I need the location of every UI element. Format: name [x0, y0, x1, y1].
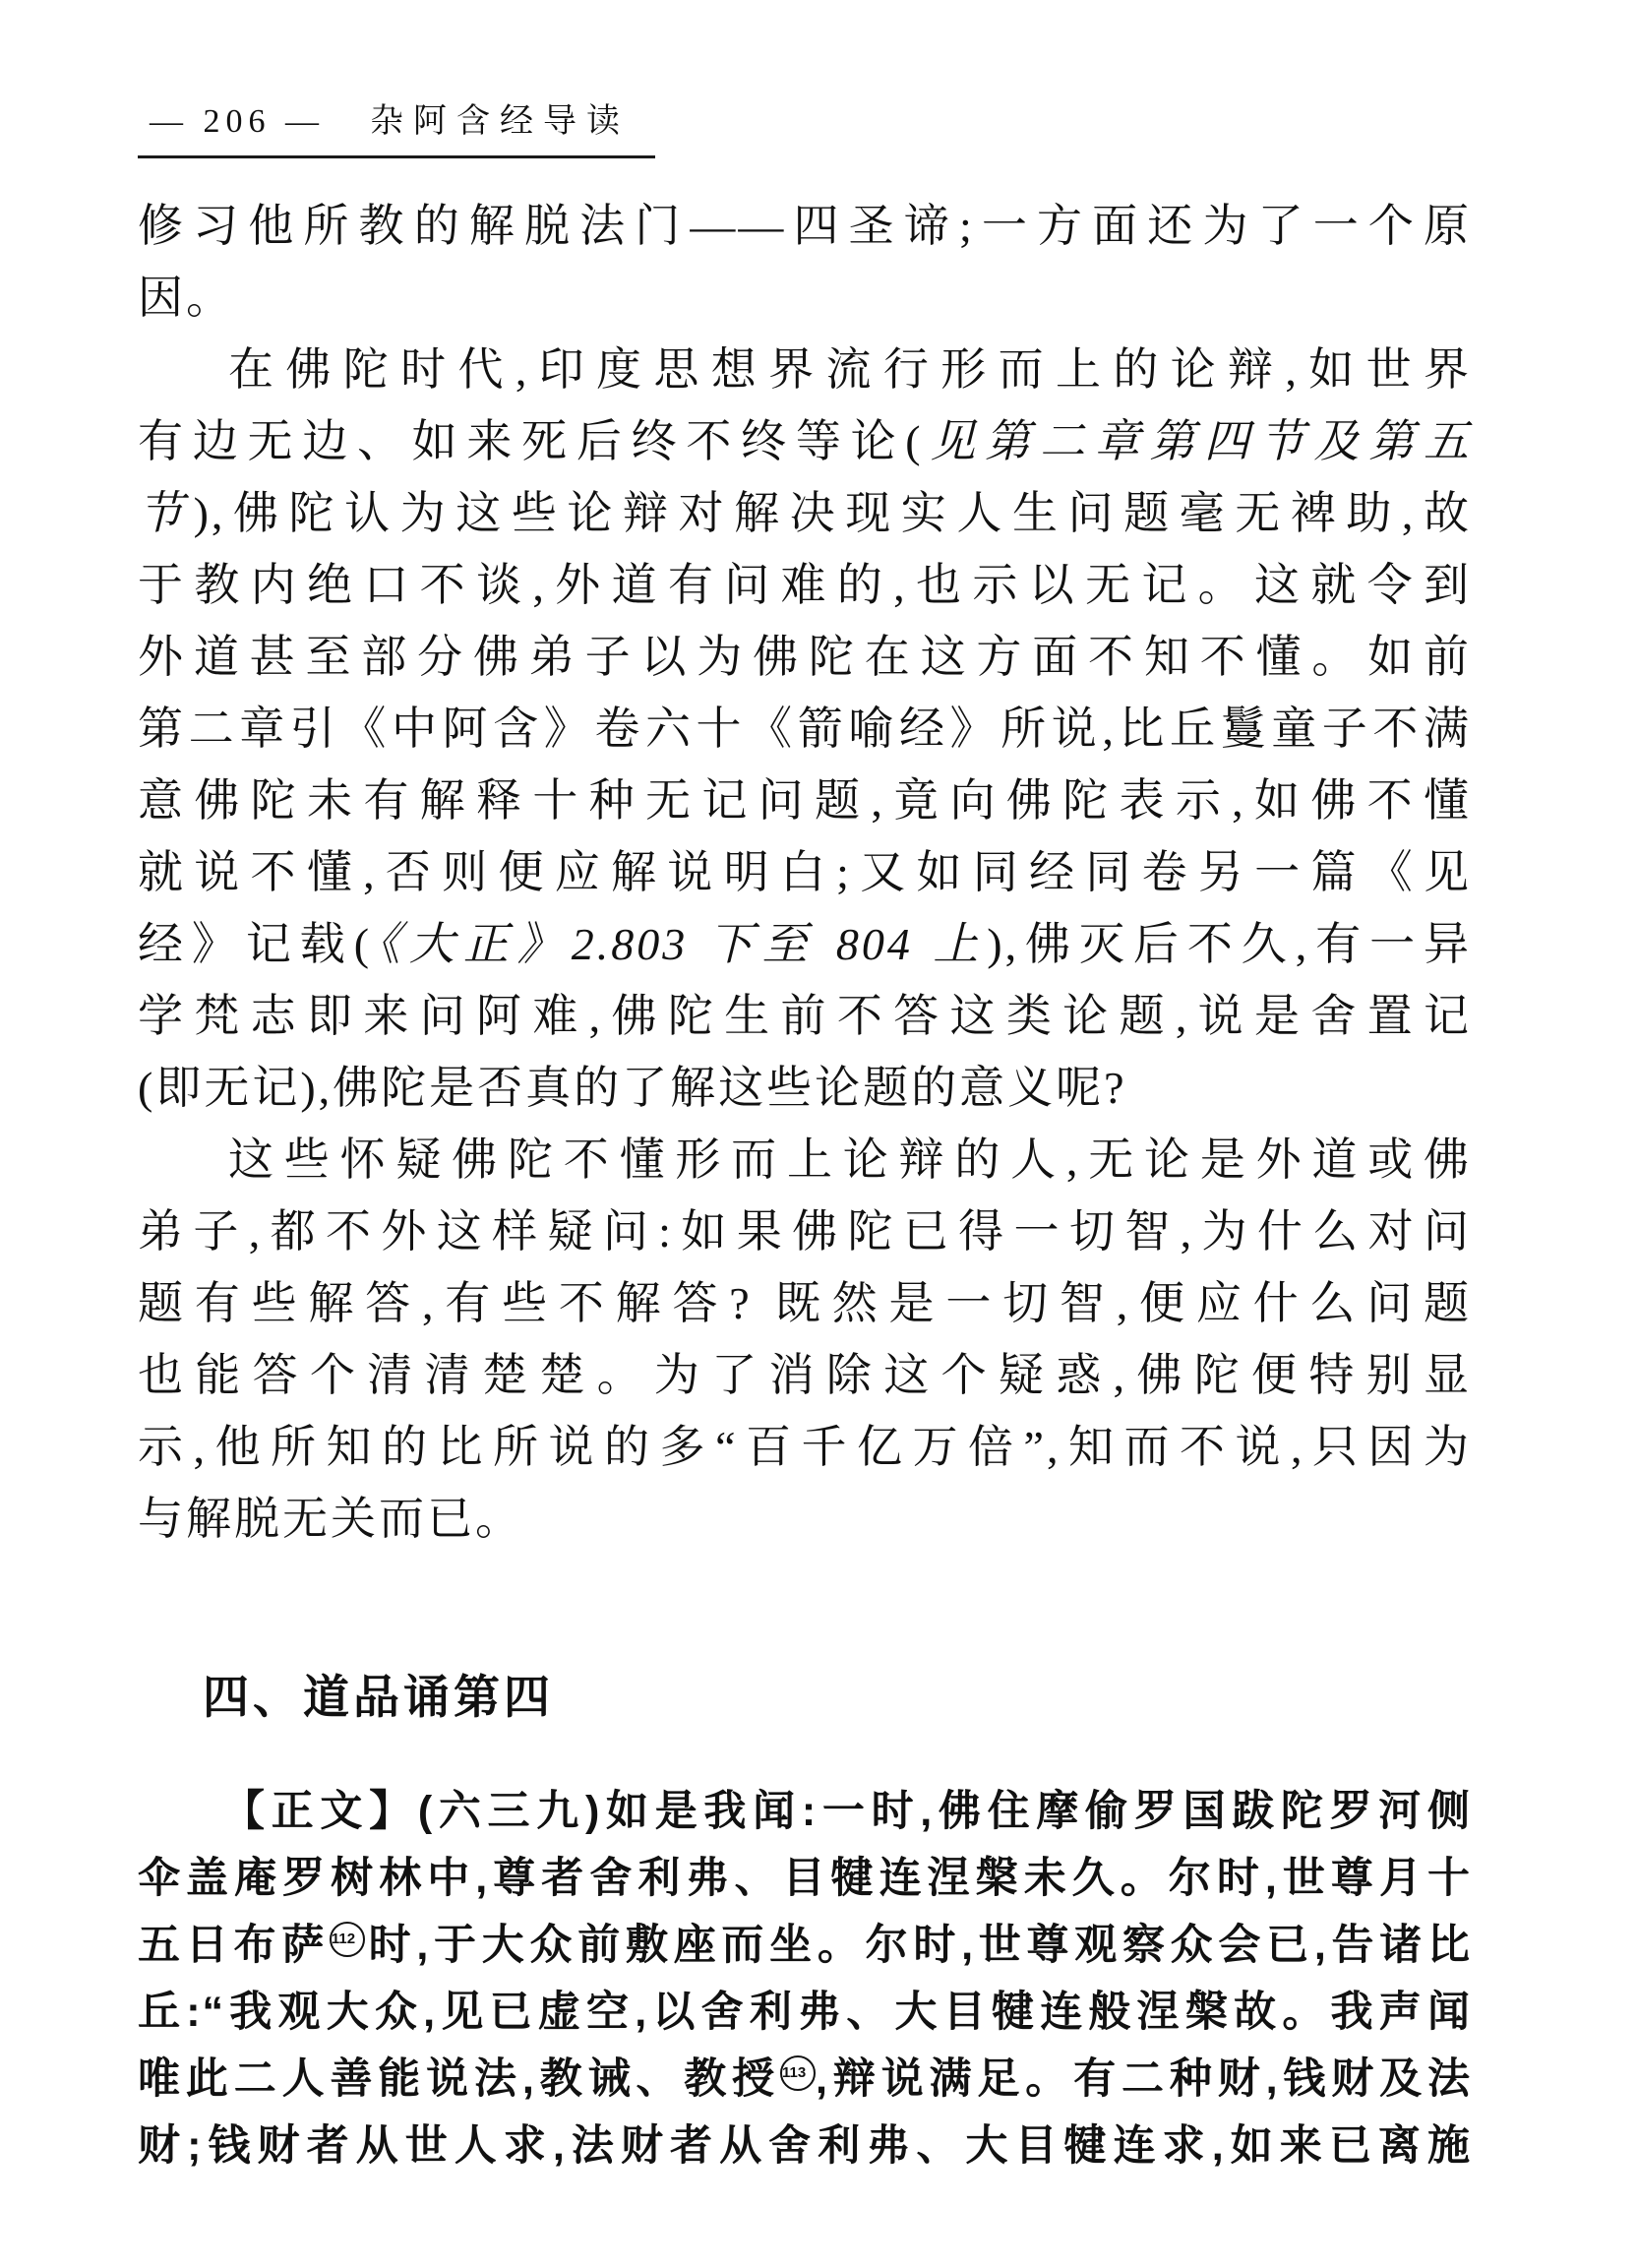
text-line — [138, 693, 1472, 765]
commentary-text — [138, 190, 1472, 1555]
book-title: 杂阿含经导读 — [370, 103, 630, 140]
text-line — [138, 405, 1472, 477]
footnote-marker: 113 — [780, 2055, 816, 2091]
text-line — [138, 836, 1472, 908]
section-heading: 四、道品诵第四 — [203, 1671, 554, 1723]
text-segment: 学梵志即来问阿难,佛陀生前不答这类论题,说是舍置记 — [138, 991, 1472, 1041]
citation-text: 见第二章第四节及第五 — [923, 416, 1473, 466]
text-line — [138, 549, 1472, 621]
text-segment: 财;钱财者从世人求,法财者从舍利弗、大目犍连求,如来已离施 — [138, 2122, 1472, 2170]
text-segment: 外道甚至部分佛弟子以为佛陀在这方面不知不懂。如前 — [138, 632, 1472, 682]
text-segment: ),佛灭后不久,有一异 — [987, 919, 1472, 969]
text-segment: ),佛陀认为这些论辩对解决现实人生问题毫无裨助,故 — [193, 488, 1472, 538]
text-segment: 也能答个清清楚楚。为了消除这个疑惑,佛陀便特别显 — [138, 1350, 1472, 1400]
text-segment: 有边无边、如来死后终不终等论( — [138, 416, 924, 466]
text-segment: 唯此二人善能说法,教诫、教授 — [138, 2055, 781, 2103]
text-segment: 伞盖庵罗树林中,尊者舍利弗、目犍连涅槃未久。尔时,世尊月十 — [138, 1855, 1472, 1902]
text-line — [138, 1124, 1472, 1195]
text-segment: 因。 — [138, 273, 234, 323]
text-line — [138, 1979, 1472, 2046]
text-segment: 在佛陀时代,印度思想界流行形而上的论辩,如世界 — [228, 344, 1472, 395]
citation-text: 《大正》2.803 下至 804 上 — [372, 919, 988, 969]
text-line — [138, 1912, 1472, 1979]
text-segment: 与解脱无关而已。 — [138, 1494, 523, 1544]
text-segment: 就说不懂,否则便应解说明白;又如同经同卷另一篇《见 — [138, 847, 1472, 897]
text-line — [138, 1411, 1472, 1483]
text-line — [138, 1339, 1472, 1411]
scripture-text — [138, 1778, 1472, 2179]
text-line — [138, 621, 1472, 693]
text-segment: 题有些解答,有些不解答? 既然是一切智,便应什么问题 — [138, 1278, 1472, 1328]
text-segment: 意佛陀未有解释十种无记问题,竟向佛陀表示,如佛不懂 — [138, 775, 1472, 826]
text-line — [138, 2113, 1472, 2179]
text-line — [138, 908, 1472, 980]
text-segment: 第二章引《中阿含》卷六十《箭喻经》所说,比丘鬘童子不满 — [138, 704, 1472, 754]
page-number: — 206 — — [150, 103, 325, 140]
text-line — [138, 765, 1472, 836]
text-line — [138, 262, 1472, 334]
text-segment: 丘:“我观大众,见已虚空,以舍利弗、大目犍连般涅槃故。我声闻 — [138, 1989, 1472, 2036]
text-segment: (即无记),佛陀是否真的了解这些论题的意义呢? — [138, 1063, 1127, 1113]
text-line — [138, 1483, 1472, 1555]
text-segment: 经》记载( — [138, 919, 373, 969]
footnote-marker: 112 — [330, 1922, 365, 1957]
text-segment: 【正文】(六三九)如是我闻:一时,佛住摩偷罗国跋陀罗河侧 — [222, 1788, 1472, 1835]
text-line — [138, 1778, 1472, 1845]
text-line — [138, 190, 1472, 262]
text-line — [138, 980, 1472, 1052]
text-line — [138, 334, 1472, 405]
page-header — [138, 93, 655, 158]
text-segment: 五日布萨 — [138, 1922, 330, 1969]
text-segment: 弟子,都不外这样疑问:如果佛陀已得一切智,为什么对问 — [138, 1206, 1472, 1257]
text-segment: 这些怀疑佛陀不懂形而上论辩的人,无论是外道或佛 — [228, 1134, 1472, 1185]
citation-text: 节 — [138, 488, 194, 538]
text-segment: 于教内绝口不谈,外道有问难的,也示以无记。这就令到 — [138, 560, 1472, 610]
text-line — [138, 1195, 1472, 1267]
text-line — [138, 1267, 1472, 1339]
text-line — [138, 477, 1472, 549]
text-segment: ,辩说满足。有二种财,钱财及法 — [816, 2055, 1472, 2103]
text-line — [138, 1845, 1472, 1912]
text-segment: 示,他所知的比所说的多“百千亿万倍”,知而不说,只因为 — [138, 1422, 1472, 1472]
text-segment: 时,于大众前敷座而坐。尔时,世尊观察众会已,告诸比 — [364, 1922, 1472, 1969]
text-line — [138, 1052, 1472, 1124]
text-line — [138, 2046, 1472, 2113]
text-segment: 修习他所教的解脱法门——四圣谛;一方面还为了一个原 — [138, 201, 1472, 251]
